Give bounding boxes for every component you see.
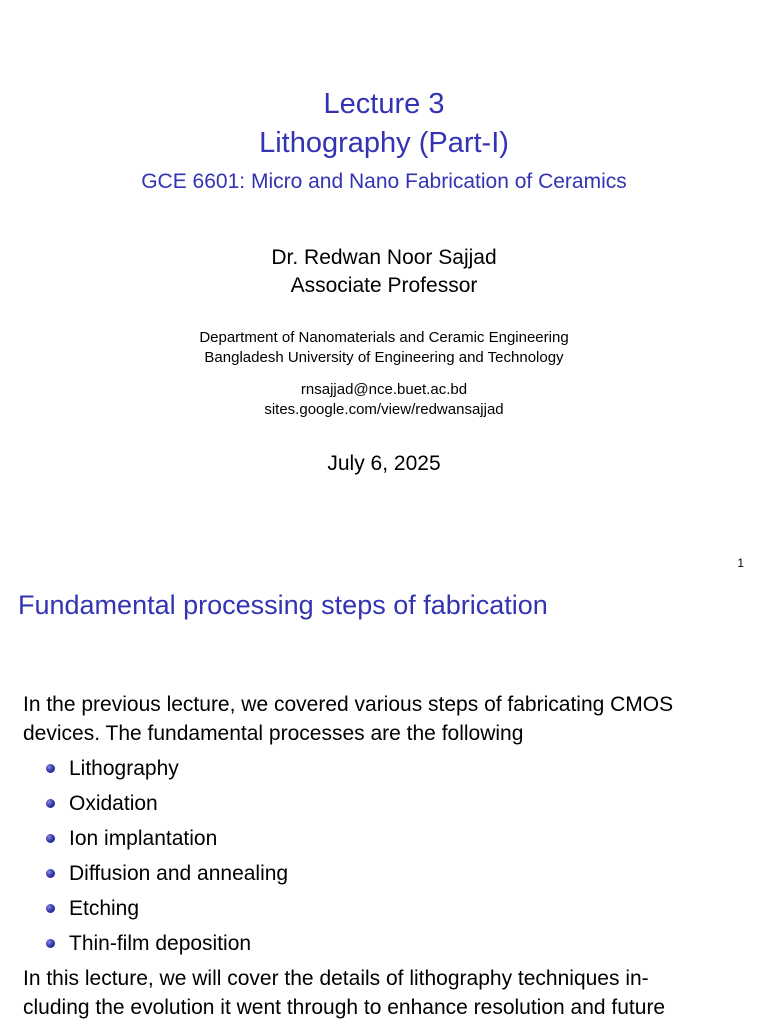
ball-bullet-icon <box>46 904 55 913</box>
website-url: sites.google.com/view/redwansajjad <box>264 401 504 418</box>
course-title: GCE 6601: Micro and Nano Fabrication of Ceramics <box>141 170 627 193</box>
list-item-text: Diffusion and annealing <box>69 862 289 885</box>
intro-line: In the previous lecture, we covered various steps of fabricating CMOS <box>23 693 674 716</box>
list-item-text: Thin-film deposition <box>69 932 252 955</box>
intro-line: devices. The fundamental processes are the following <box>23 722 524 745</box>
lecture-date: July 6, 2025 <box>327 452 441 475</box>
outro-line: In this lecture, we will cover the details of lithography techniques in- <box>23 967 649 990</box>
lecture-number: Lecture 3 <box>323 88 445 120</box>
list-item-text: Ion implantation <box>69 827 218 850</box>
department: Department of Nanomaterials and Ceramic Engineering <box>199 329 569 346</box>
list-item-text: Lithography <box>69 757 179 780</box>
ball-bullet-icon <box>46 869 55 878</box>
author-name: Dr. Redwan Noor Sajjad <box>271 246 497 269</box>
content-slide <box>0 578 768 1024</box>
ball-bullet-icon <box>46 939 55 948</box>
list-item-text: Oxidation <box>69 792 158 815</box>
page-number: 1 <box>737 556 744 570</box>
slide-title: Fundamental processing steps of fabrication <box>18 590 548 620</box>
university: Bangladesh University of Engineering and Technology <box>204 349 564 366</box>
ball-bullet-icon <box>46 799 55 808</box>
intro-paragraph <box>23 690 745 748</box>
outro-line: cluding the evolution it went through to enhance resolution and future <box>23 996 666 1019</box>
author-position: Associate Professor <box>290 274 478 297</box>
email-address: rnsajjad@nce.buet.ac.bd <box>300 381 468 398</box>
outro-paragraph <box>23 964 745 1022</box>
ball-bullet-icon <box>46 834 55 843</box>
lecture-topic: Lithography (Part-I) <box>259 127 509 159</box>
list-item-text: Etching <box>69 897 140 920</box>
ball-bullet-icon <box>46 764 55 773</box>
